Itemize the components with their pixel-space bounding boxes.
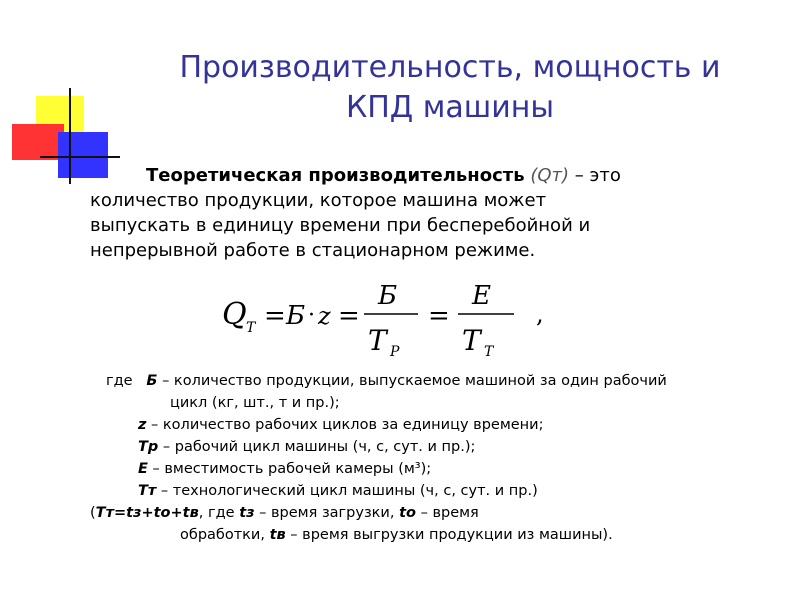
def-row-tp (90, 436, 790, 458)
formula-eq-1: = (264, 301, 286, 331)
definition-text-1: – это (569, 165, 621, 186)
formula-den-1: T (368, 324, 387, 357)
formula-eq-2: = (338, 301, 360, 331)
red-square (12, 124, 64, 160)
formula-lhs-sub: T (246, 320, 256, 336)
vertical-line (69, 88, 71, 184)
formula-dot: · (308, 303, 315, 328)
def-text-tp: – рабочий цикл машины (ч, с, сут. и пр.); (158, 439, 476, 455)
decorative-blocks (0, 0, 120, 190)
formula-den-2: T (462, 324, 481, 357)
def-symbol-tt: Tт (138, 483, 157, 499)
def-symbol-tz: tз (239, 505, 255, 521)
def-text-tt: – технологический цикл машины (ч, с, сут. и пр.) (156, 483, 538, 499)
title-line-2: КПД машины (345, 90, 555, 125)
def-text-e: – вместимость рабочей камеры (м³); (147, 461, 432, 477)
formula-z: z (318, 302, 331, 330)
definition-paragraph (90, 163, 780, 263)
horizontal-line (40, 156, 120, 158)
def-text-z: – количество рабочих циклов за единицу времени; (146, 417, 544, 433)
def-text-to: – время (415, 505, 479, 521)
formula-den-1-sub: P (390, 344, 400, 358)
cycle-formula-tail: , где (198, 505, 240, 521)
def-symbol-to: tо (399, 505, 416, 521)
definition-line-3: выпускать в единицу времени при бесперебойной и (90, 215, 591, 236)
def-row-last (90, 524, 790, 546)
def-row-b-cont: цикл (кг, шт., т и пр.); (170, 395, 340, 411)
def-row-cycle (90, 502, 790, 524)
where-label: где (106, 373, 133, 389)
def-symbol-z: z (138, 417, 147, 433)
def-symbol-b: Б (146, 373, 158, 389)
formula-b: Б (286, 301, 306, 331)
def-text-tz: – время загрузки, (254, 505, 400, 521)
definition-line-4: непрерывной работе в стационарном режиме. (90, 240, 536, 261)
def-symbol-tv: tв (269, 527, 286, 543)
def-text-tv: – время выгрузки продукции из машины). (285, 527, 613, 543)
def-row-e (90, 458, 790, 480)
formula-den-2-sub: T (484, 344, 494, 358)
def-row-z (90, 414, 790, 436)
formula-lhs: Q (222, 297, 247, 332)
def-row-tt (90, 480, 790, 502)
definition-symbol: (Qт) (530, 165, 570, 186)
title-line-1: Производительность, мощность и (179, 50, 721, 85)
cycle-formula: Tт=tз+tо+tв (95, 505, 199, 521)
def-text-b: – количество продукции, выпускаемое машиной за один рабочий (157, 373, 667, 389)
formula-eq-3: = (428, 301, 450, 331)
def-text-processing: обработки, (180, 527, 270, 543)
symbol-definitions (90, 370, 790, 546)
def-row-b (90, 370, 790, 392)
slide-title (120, 48, 780, 128)
formula-num-2: E (472, 281, 491, 311)
formula-num-1: Б (378, 281, 398, 311)
definition-line-2: количество продукции, которое машина может (90, 190, 547, 211)
def-symbol-e: E (138, 461, 148, 477)
definition-line-1 (90, 163, 780, 188)
productivity-formula (222, 278, 562, 358)
formula-comma: , (536, 300, 544, 328)
def-symbol-tp: Tр (138, 439, 159, 455)
paren-open: ( (90, 505, 96, 521)
definition-term: Теоретическая производительность (146, 165, 525, 186)
